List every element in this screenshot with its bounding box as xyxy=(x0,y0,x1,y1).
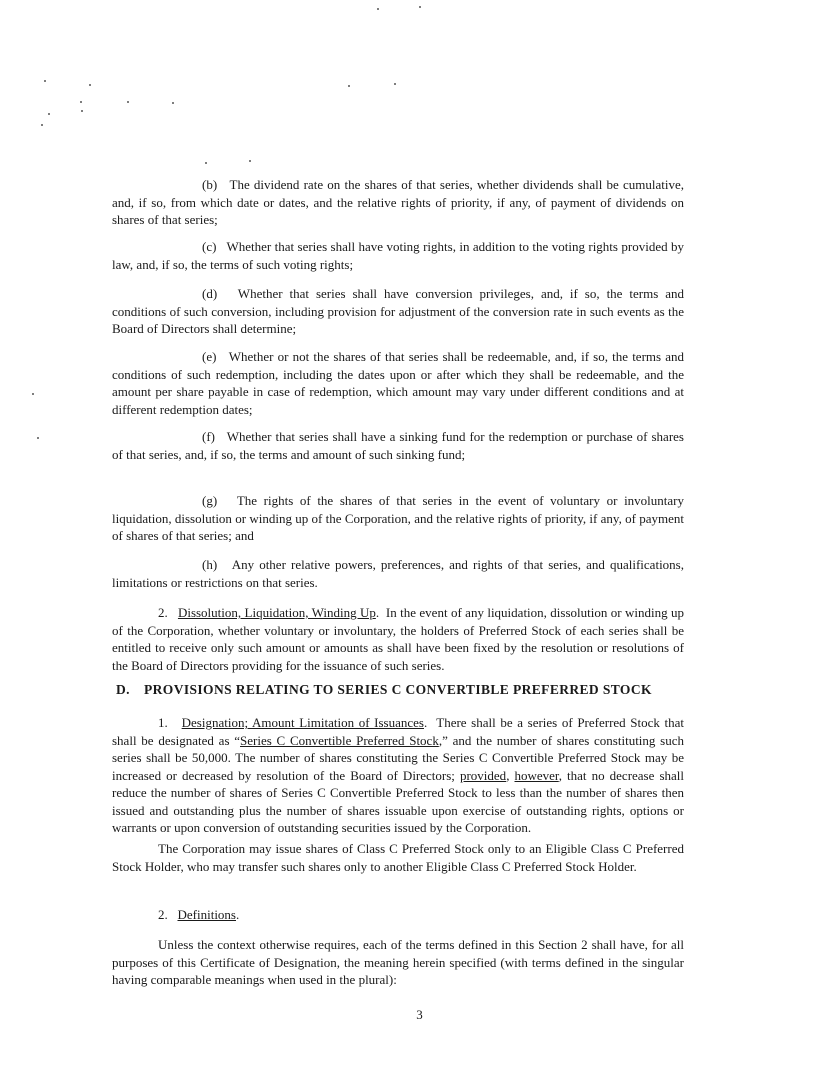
definitions-number: 2. xyxy=(158,907,168,922)
scan-speck xyxy=(348,85,350,87)
item-g-label: (g) xyxy=(202,493,218,508)
section-d-letter: D. xyxy=(116,682,130,697)
designation-number: 1. xyxy=(158,715,168,730)
paragraph-item-c xyxy=(112,238,684,273)
scan-speck xyxy=(37,437,39,439)
paragraph-item-f xyxy=(112,428,684,463)
item-e-label: (e) xyxy=(202,349,217,364)
however-term: however xyxy=(514,767,559,783)
dissolution-title: Dissolution, Liquidation, Winding Up xyxy=(177,605,376,620)
paragraph-item-g xyxy=(112,492,684,545)
item-g-text: The rights of the shares of that series in the event of voluntary or involuntary liquidation, dissolution or winding up of the Corporation, and the relative rights of priority, if any, of payment of shares of that series; and xyxy=(112,493,685,543)
scan-speck xyxy=(80,101,82,103)
scan-speck xyxy=(127,101,129,103)
paragraph-item-d xyxy=(112,285,684,338)
designation-text-1: There shall be a series of Preferred Stock that shall be designated as “ xyxy=(112,715,685,748)
section-d-title: PROVISIONS RELATING TO SERIES C CONVERTIBLE PREFERRED STOCK xyxy=(144,682,652,697)
item-d-text: Whether that series shall have conversion privileges, and, if so, the terms and conditions of such conversion, including provision for adjustment of the conversion rate in such events as the Board of Directors shall determine; xyxy=(112,286,685,336)
section-d-heading xyxy=(116,681,716,699)
paragraph-item-e xyxy=(112,348,684,418)
dissolution-number: 2. xyxy=(158,605,168,620)
definitions-text: Unless the context otherwise requires, each of the terms defined in this Section 2 shall have, for all purposes of this Certificate of Designation, the meaning herein specified (with terms defined in the singular having comparable meanings when used in the plural): xyxy=(112,937,684,987)
scan-speck xyxy=(394,83,396,85)
paragraph-definitions-intro xyxy=(112,936,684,989)
designation-text-2: ,” and the number of shares constituting such series shall be 50,000. The number of shares constituting the Series C Convertible Preferred Stock may be increased or decreased by resolution of the Board of Directors; xyxy=(112,732,685,783)
designation-text-3: , that no decrease shall reduce the number of shares of Series C Convertible Preferred Stock to less than the number of shares then issued and outstanding plus the number of shares issuable upon exercise of outstanding rights, options or warrants or upon conversion of outstanding securities issued by the Corporation. xyxy=(112,767,684,835)
definitions-title: Definitions xyxy=(177,907,236,922)
designation-title: Designation; Amount Limitation of Issuances xyxy=(181,715,424,730)
scan-speck xyxy=(172,102,174,104)
series-name: Series C Convertible Preferred Stock xyxy=(240,732,439,748)
item-f-text: Whether that series shall have a sinking fund for the redemption or purchase of shares of that series, and, if so, the terms and amount of such sinking fund; xyxy=(112,429,684,462)
scan-speck xyxy=(32,393,34,395)
paragraph-item-h xyxy=(112,556,684,591)
dissolution-text: In the event of any liquidation, dissolution or winding up of the Corporation, whether voluntary or involuntary, the holders of Preferred Stock of each series shall be entitled to receive only such amount or amounts as shall have been fixed by the resolution or resolutions of the Board of Directors providing for the issuance of such series. xyxy=(112,605,684,673)
scan-speck xyxy=(44,80,46,82)
item-b-label: (b) xyxy=(202,177,218,192)
paragraph-item-b xyxy=(112,176,684,229)
paragraph-designation: 1. Designation; Amount Limitation of Issuances. There shall be a series of Preferred Stock that shall be designated as “Series C Convertible Preferred Stock,” and the number of shares constituting such series shall be 50,000. The number of shares constituting the Series C Convertible Preferred Stock may be increased or decreased by resolution of the Board of Directors; provided, however, that no decrease shall reduce the number of shares of Series C Convertible Preferred Stock to less than the number of shares then issued and outstanding plus the number of shares issuable upon exercise of outstanding rights, options or warrants or upon conversion of outstanding securities issued by the Corporation. xyxy=(112,715,685,835)
item-d-label: (d) xyxy=(202,286,218,301)
scan-speck xyxy=(81,110,83,112)
designation-comma: , xyxy=(506,767,515,783)
scan-speck xyxy=(377,8,379,10)
issuance-text: The Corporation may issue shares of Class C Preferred Stock only to an Eligible Class C Preferred Stock Holder, who may transfer such shares only to another Eligible Class C Preferred Stock Holder. xyxy=(112,841,684,874)
item-h-label: (h) xyxy=(202,557,218,572)
item-b-text: The dividend rate on the shares of that series, whether dividends shall be cumulative, and, if so, from which date or dates, and the relative rights of priority, if any, of payment of dividends on shares of that series; xyxy=(112,177,684,227)
item-e-text: Whether or not the shares of that series shall be redeemable, and, if so, the terms and conditions of such redemption, including the dates upon or after which they shall be redeemable, and the amount per share payable in case of redemption, which amount may vary under different conditions and at different redemption dates; xyxy=(112,349,685,417)
item-c-text: Whether that series shall have voting rights, in addition to the voting rights provided by law, and, if so, the terms of such voting rights; xyxy=(112,239,685,272)
scan-speck xyxy=(205,162,207,164)
provided-term: provided xyxy=(459,767,507,783)
scan-speck xyxy=(249,160,251,162)
scan-speck xyxy=(41,124,43,126)
item-h-text: Any other relative powers, preferences, and rights of that series, and qualifications, limitations or restrictions on that series. xyxy=(112,557,684,590)
scan-speck xyxy=(419,6,421,8)
paragraph-dissolution: 2. Dissolution, Liquidation, Winding Up. In the event of any liquidation, dissolution or winding up of the Corporation, whether voluntary or involuntary, the holders of Preferred Stock of each series shall be entitled to receive only such amount or amounts as shall have been fixed by the resolution or resolutions of the Board of Directors providing for the issuance of such series. xyxy=(112,605,684,673)
paragraph-definitions-heading: 2. Definitions. xyxy=(158,907,240,922)
scan-speck xyxy=(89,84,91,86)
paragraph-issuance xyxy=(112,840,684,875)
page-number: 3 xyxy=(416,1007,423,1022)
scan-speck xyxy=(48,113,50,115)
item-c-label: (c) xyxy=(202,239,217,254)
item-f-label: (f) xyxy=(202,429,215,444)
